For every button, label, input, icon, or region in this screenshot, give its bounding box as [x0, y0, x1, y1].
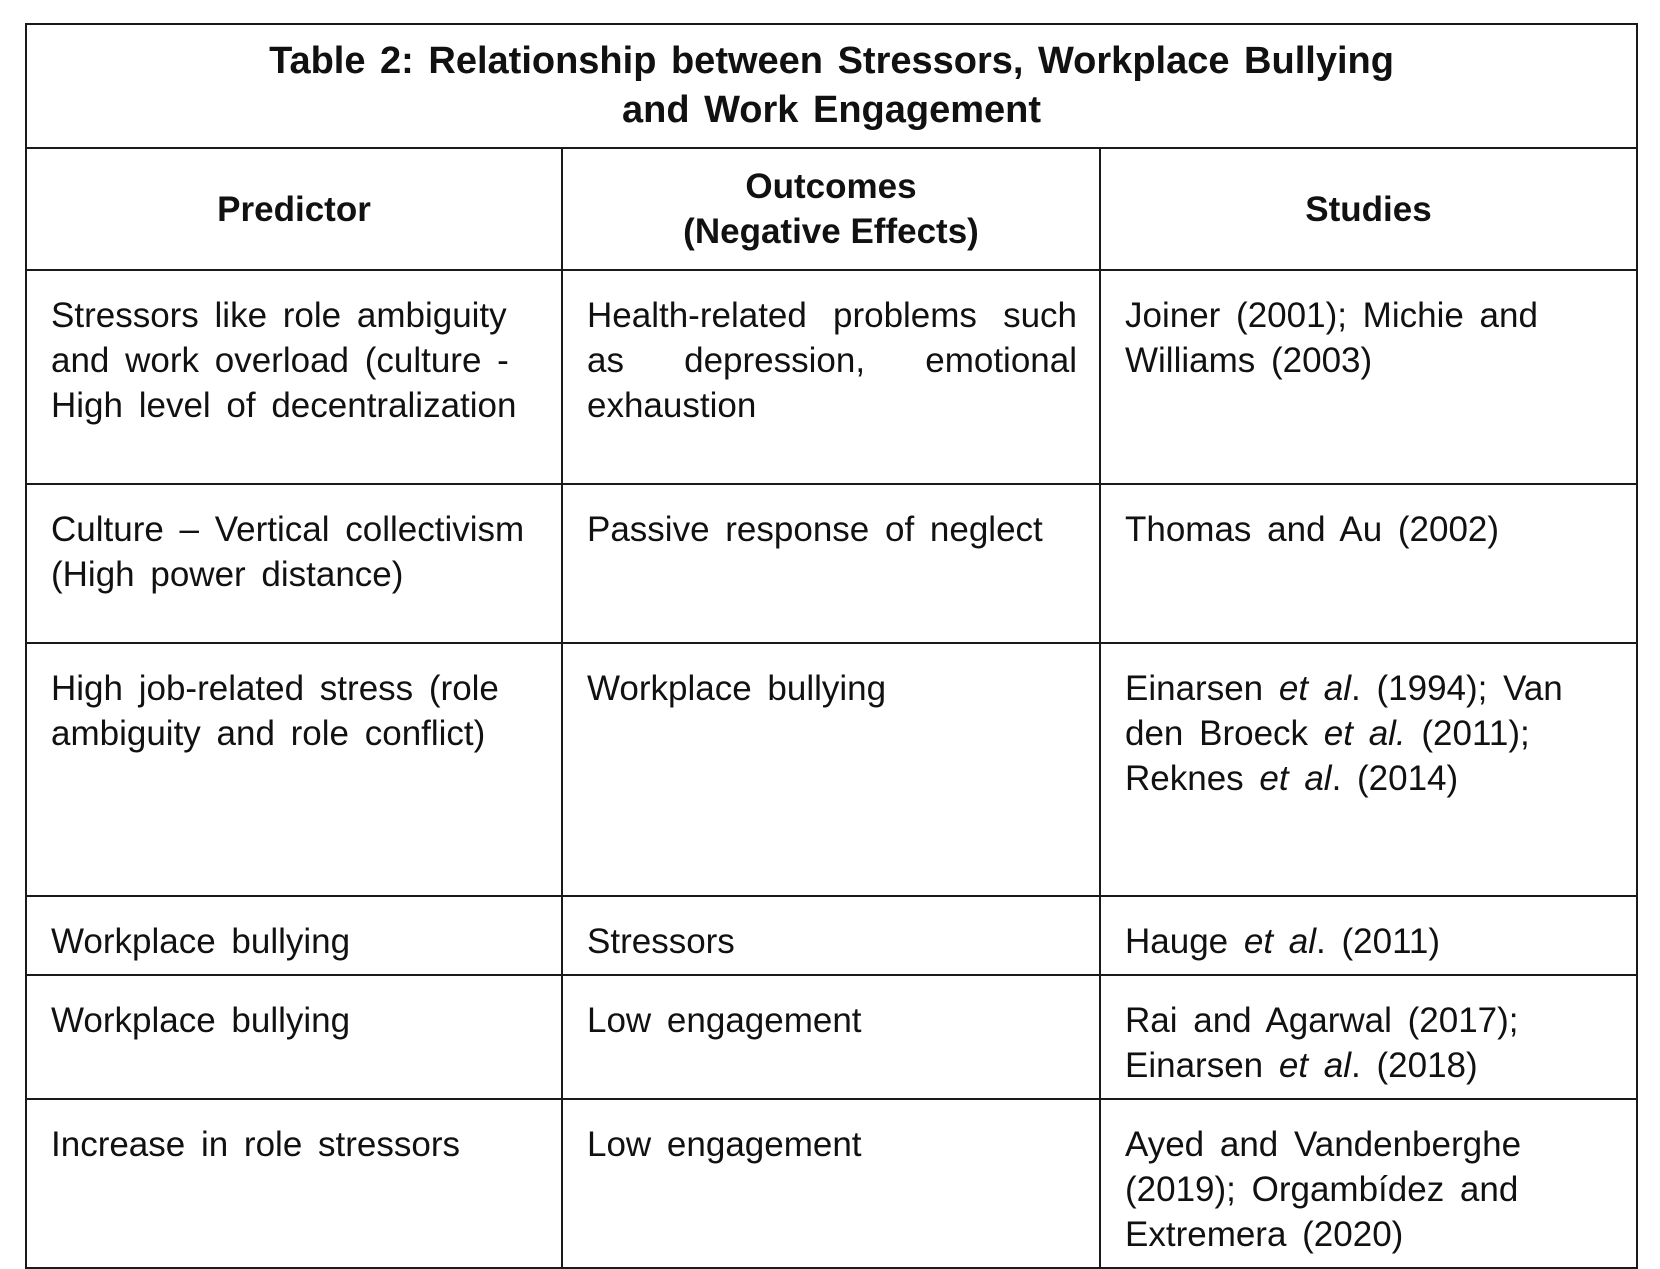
table-row — [26, 643, 1637, 896]
header-outcomes — [562, 148, 1100, 270]
table-row — [26, 975, 1637, 1099]
table-row — [26, 896, 1637, 975]
outcome-cell: Workplace bullying — [562, 643, 1100, 896]
header-outcomes-line-2: (Negative Effects) — [683, 212, 979, 251]
studies-text: (2011); Reknes — [1125, 714, 1530, 798]
predictor-cell: Stressors like role ambiguity and work overload (culture - High level of decentralization — [26, 270, 562, 484]
relationship-table — [25, 23, 1638, 1269]
studies-cell — [1100, 643, 1637, 896]
header-predictor: Predictor — [26, 148, 562, 270]
title-row — [26, 24, 1637, 148]
predictor-cell: Culture – Vertical collectivism (High power distance) — [26, 484, 562, 643]
studies-text: Hauge — [1125, 922, 1244, 961]
table-title-line-2: and Work Engagement — [621, 89, 1042, 131]
studies-cell — [1100, 896, 1637, 975]
studies-cell — [1100, 975, 1637, 1099]
studies-italic: et al — [1243, 922, 1317, 961]
studies-cell: Thomas and Au (2002) — [1100, 484, 1637, 643]
predictor-cell: Workplace bullying — [26, 896, 562, 975]
studies-text: . (2014) — [1331, 759, 1459, 798]
table-container — [25, 23, 1636, 1254]
studies-text: Rai and Agarwal (2017); Einarsen — [1125, 1001, 1519, 1085]
predictor-cell: Increase in role stressors — [26, 1099, 562, 1268]
outcome-cell: Stressors — [562, 896, 1100, 975]
table-row — [26, 270, 1637, 484]
table-title — [26, 24, 1637, 148]
studies-cell: Joiner (2001); Michie and Williams (2003) — [1100, 270, 1637, 484]
outcome-cell: Passive response of neglect — [562, 484, 1100, 643]
header-row — [26, 148, 1637, 270]
studies-text: . (1994); Van den Broeck — [1125, 669, 1563, 753]
table-row — [26, 484, 1637, 643]
outcome-cell: Low engagement — [562, 1099, 1100, 1268]
studies-italic: et al — [1278, 1046, 1352, 1085]
header-studies: Studies — [1100, 148, 1637, 270]
outcome-cell: Low engagement — [562, 975, 1100, 1099]
predictor-cell: Workplace bullying — [26, 975, 562, 1099]
studies-italic: et al — [1278, 669, 1352, 708]
outcome-cell: Health-related problems such as depression, emotional exhaustion — [562, 270, 1100, 484]
table-row — [26, 1099, 1637, 1268]
studies-text: . (2018) — [1351, 1046, 1478, 1085]
header-outcomes-line-1: Outcomes — [745, 167, 917, 206]
studies-text: Einarsen — [1125, 669, 1279, 708]
studies-text: . (2011) — [1316, 922, 1441, 961]
studies-italic: et al — [1259, 759, 1332, 798]
predictor-cell: High job-related stress (role ambiguity and role conflict) — [26, 643, 562, 896]
table-title-line-1: Table 2: Relationship between Stressors, Workplace Bullying — [269, 40, 1394, 82]
studies-italic: et al. — [1323, 714, 1406, 753]
studies-cell: Ayed and Vandenberghe (2019); Orgambídez and Extremera (2020) — [1100, 1099, 1637, 1268]
